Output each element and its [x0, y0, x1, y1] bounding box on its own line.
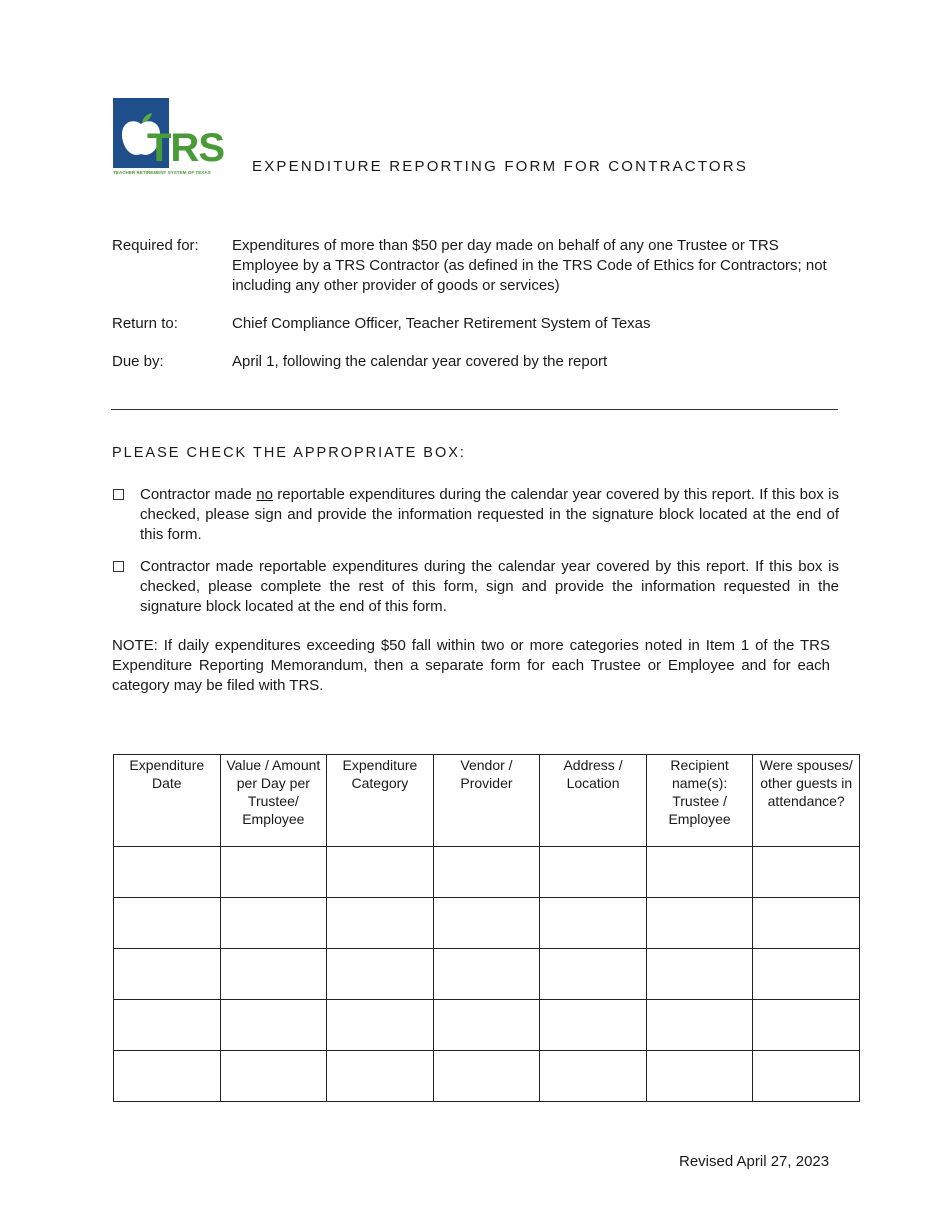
- table-header-row: [114, 755, 860, 847]
- due-by-label: Due by:: [112, 353, 164, 370]
- table-cell[interactable]: [327, 898, 434, 949]
- trs-logo: [113, 98, 224, 178]
- table-cell[interactable]: [433, 1000, 540, 1051]
- table-cell[interactable]: [646, 898, 753, 949]
- made-expenditures-checkbox[interactable]: [113, 561, 124, 572]
- required-for-label: Required for:: [112, 237, 199, 254]
- made-expenditures-text: Contractor made reportable expenditures during the calendar year covered by this report. If this box is checked, please complete the rest of this form, sign and provide the information requested in the signature block located at the end of this form.: [140, 558, 839, 615]
- table-cell[interactable]: [540, 1051, 647, 1102]
- table-cell[interactable]: [327, 847, 434, 898]
- return-to-label: Return to:: [112, 315, 178, 332]
- header-expenditure-category: Expenditure Category: [327, 755, 434, 847]
- table-cell[interactable]: [433, 949, 540, 1000]
- check-heading: PLEASE CHECK THE APPROPRIATE BOX:: [112, 445, 466, 461]
- table-cell[interactable]: [114, 949, 221, 1000]
- table-cell[interactable]: [753, 949, 860, 1000]
- header-value-amount: Value / Amount per Day per Trustee/ Employee: [220, 755, 327, 847]
- table-cell[interactable]: [220, 898, 327, 949]
- section-divider: [111, 409, 838, 410]
- note-paragraph: NOTE: If daily expenditures exceeding $50 fall within two or more categories noted in Item 1 of the TRS Expenditure Reporting Memorandum, then a separate form for each Trustee or Employee and for each category may be filed with TRS.: [112, 637, 830, 694]
- table-cell[interactable]: [753, 1000, 860, 1051]
- table-cell[interactable]: [753, 898, 860, 949]
- header-recipient-names: Recipient name(s): Trustee / Employee: [646, 755, 753, 847]
- table-cell[interactable]: [327, 1051, 434, 1102]
- table-cell[interactable]: [327, 1000, 434, 1051]
- table-cell[interactable]: [540, 847, 647, 898]
- table-cell[interactable]: [114, 898, 221, 949]
- table-cell[interactable]: [646, 847, 753, 898]
- table-cell[interactable]: [646, 1000, 753, 1051]
- no-expenditures-text-after: reportable expenditures during the calendar year covered by this report. If this box is checked, please sign and provide the information requested in the signature block located at the end of this form.: [140, 486, 839, 543]
- header-spouses-guests: Were spouses/ other guests in attendance?: [753, 755, 860, 847]
- header-address-location: Address / Location: [540, 755, 647, 847]
- return-to-value: Chief Compliance Officer, Teacher Retirement System of Texas: [232, 315, 651, 332]
- no-expenditures-text-before: Contractor made: [140, 486, 257, 503]
- table-cell[interactable]: [753, 1051, 860, 1102]
- table-cell[interactable]: [220, 1000, 327, 1051]
- table-cell[interactable]: [753, 847, 860, 898]
- table-row: [114, 1051, 860, 1102]
- required-for-value: Expenditures of more than $50 per day made on behalf of any one Trustee or TRS Employee by a TRS Contractor (as defined in the TRS Code of Ethics for Contractors; not including any other provider of goods or services): [232, 237, 827, 294]
- table-cell[interactable]: [220, 847, 327, 898]
- table-cell[interactable]: [433, 898, 540, 949]
- table-cell[interactable]: [114, 1000, 221, 1051]
- table-cell[interactable]: [540, 1000, 647, 1051]
- header-expenditure-date: Expenditure Date: [114, 755, 221, 847]
- expenditure-table: [113, 754, 860, 1102]
- revised-date: Revised April 27, 2023: [679, 1153, 830, 1170]
- table-cell[interactable]: [114, 1051, 221, 1102]
- form-title: EXPENDITURE REPORTING FORM FOR CONTRACTORS: [252, 158, 749, 175]
- table-cell[interactable]: [327, 949, 434, 1000]
- table-cell[interactable]: [220, 1051, 327, 1102]
- table-row: [114, 949, 860, 1000]
- due-by-value: April 1, following the calendar year covered by the report: [232, 353, 608, 370]
- header-vendor-provider: Vendor / Provider: [433, 755, 540, 847]
- table-row: [114, 898, 860, 949]
- table-cell[interactable]: [540, 898, 647, 949]
- table-cell[interactable]: [646, 949, 753, 1000]
- no-emphasis: no: [256, 486, 273, 503]
- logo-subtitle: TEACHER RETIREMENT SYSTEM OF TEXAS: [113, 170, 211, 175]
- table-cell[interactable]: [540, 949, 647, 1000]
- table-row: [114, 1000, 860, 1051]
- table-cell[interactable]: [114, 847, 221, 898]
- table-cell[interactable]: [220, 949, 327, 1000]
- table-cell[interactable]: [646, 1051, 753, 1102]
- no-expenditures-text: [140, 485, 839, 545]
- table-cell[interactable]: [433, 1051, 540, 1102]
- logo-text: TRS: [147, 126, 224, 170]
- no-expenditures-checkbox[interactable]: [113, 489, 124, 500]
- table-row: [114, 847, 860, 898]
- table-cell[interactable]: [433, 847, 540, 898]
